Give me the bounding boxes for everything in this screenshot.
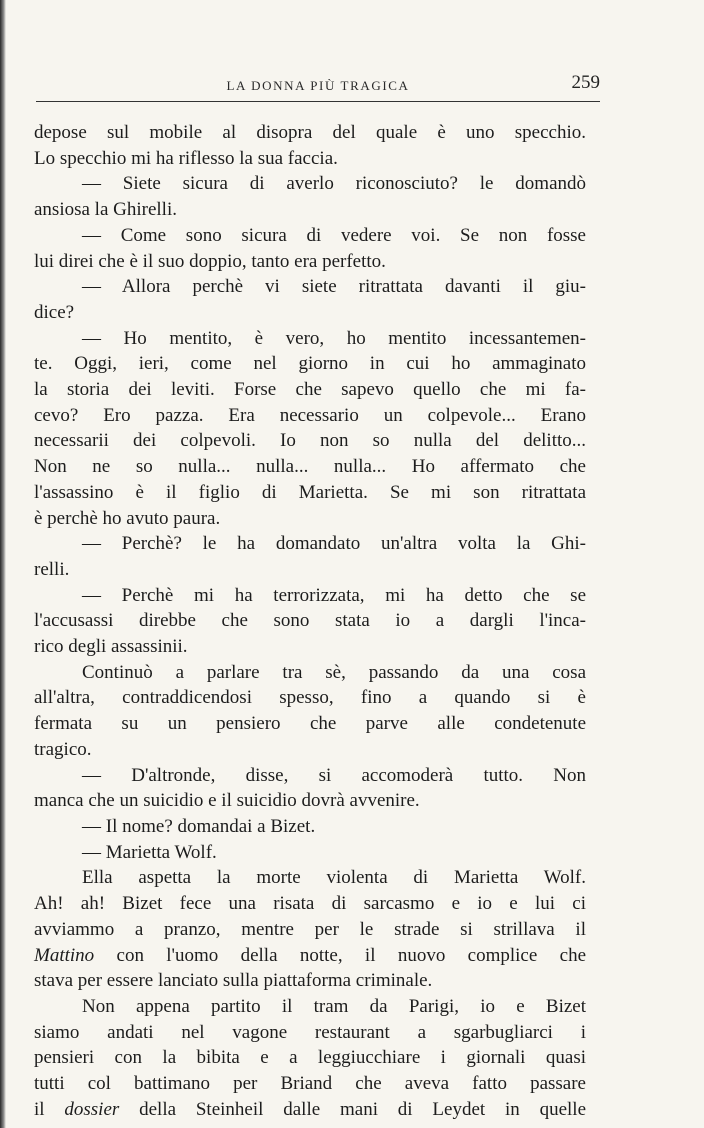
text-line: necessarii dei colpevoli. Io non so nulla del delitto...	[34, 430, 586, 452]
text-line: Ella aspetta la morte violenta di Marietta Wolf.	[82, 867, 586, 889]
text-line	[34, 1097, 586, 1123]
text-line: — Ho mentito, è vero, ho mentito incessantemen-	[82, 327, 586, 349]
text-line: — Perchè? le ha domandato un'altra volta la Ghi-	[82, 533, 586, 555]
text-line: l'accusassi direbbe che sono stata io a dargli l'inca-	[34, 610, 586, 632]
text-line: siamo andati nel vagone restaurant a sgarbugliarci i	[34, 1021, 586, 1043]
text-line: — Perchè mi ha terrorizzata, mi ha detto che se	[82, 584, 586, 606]
text-line: tutti col battimano per Briand che aveva fatto passare	[34, 1073, 586, 1095]
text-segment: della Steinheil dalle mani di Leydet in quelle	[119, 1098, 586, 1120]
text-line: — Come sono sicura di vedere voi. Se non fosse	[82, 224, 586, 246]
text-line	[34, 943, 586, 969]
text-line: è perchè ho avuto paura.	[34, 507, 221, 529]
italic-word: Mattino	[34, 944, 95, 966]
text-line: cevo? Ero pazza. Era necessario un colpevole... Erano	[34, 404, 586, 426]
text-line: ansiosa la Ghirelli.	[34, 199, 177, 221]
body-text	[34, 120, 586, 1122]
text-line: — Il nome? domandai a Bizet.	[82, 815, 316, 837]
page-number: 259	[571, 72, 600, 93]
page-header	[36, 72, 600, 100]
text-line: rico degli assassinii.	[34, 636, 188, 658]
text-line: Ah! ah! Bizet fece una risata di sarcasmo e io e lui ci	[34, 893, 586, 915]
text-line: Continuò a parlare tra sè, passando da una cosa	[82, 661, 586, 683]
text-line: la storia dei leviti. Forse che sapevo quello che mi fa-	[34, 379, 586, 401]
text-line: l'assassino è il figlio di Marietta. Se mi son ritrattata	[34, 481, 586, 503]
running-title: LA DONNA PIÙ TRAGICA	[226, 78, 410, 93]
text-line: relli.	[34, 558, 70, 580]
text-line: fermata su un pensiero che parve alle condetenute	[34, 713, 586, 735]
text-line: — Allora perchè vi siete ritrattata davanti il giu-	[82, 276, 586, 298]
text-line: lui direi che è il suo doppio, tanto era perfetto.	[34, 250, 386, 272]
text-segment: con l'uomo della notte, il nuovo complice che	[94, 944, 586, 966]
text-line: — Marietta Wolf.	[82, 841, 217, 863]
text-line: manca che un suicidio e il suicidio dovrà avvenire.	[34, 790, 420, 812]
text-line: stava per essere lanciato sulla piattaforma criminale.	[34, 970, 433, 992]
text-segment: il	[34, 1098, 65, 1120]
text-line: tragico.	[34, 738, 92, 760]
text-line: depose sul mobile al disopra del quale è uno specchio.	[34, 122, 586, 143]
text-line: Non ne so nulla... nulla... nulla... Ho affermato che	[34, 456, 586, 478]
page-binding-edge	[0, 0, 6, 1128]
italic-word: dossier	[64, 1098, 120, 1120]
text-line: dice?	[34, 301, 75, 323]
text-line: avviammo a pranzo, mentre per le strade si strillava il	[34, 918, 586, 940]
text-line: te. Oggi, ieri, come nel giorno in cui ho ammaginato	[34, 353, 586, 375]
text-line: — D'altronde, disse, si accomoderà tutto. Non	[82, 764, 586, 786]
text-line: Lo specchio mi ha riflesso la sua faccia.	[34, 147, 338, 169]
text-line: all'altra, contraddicendosi spesso, fino a quando si è	[34, 687, 586, 709]
header-rule	[36, 101, 600, 102]
text-line: — Siete sicura di averlo riconosciuto? le domandò	[82, 173, 586, 195]
text-line: Non appena partito il tram da Parigi, io e Bizet	[82, 995, 586, 1017]
text-line: pensieri con la bibita e a leggiucchiare i giornali quasi	[34, 1047, 586, 1069]
